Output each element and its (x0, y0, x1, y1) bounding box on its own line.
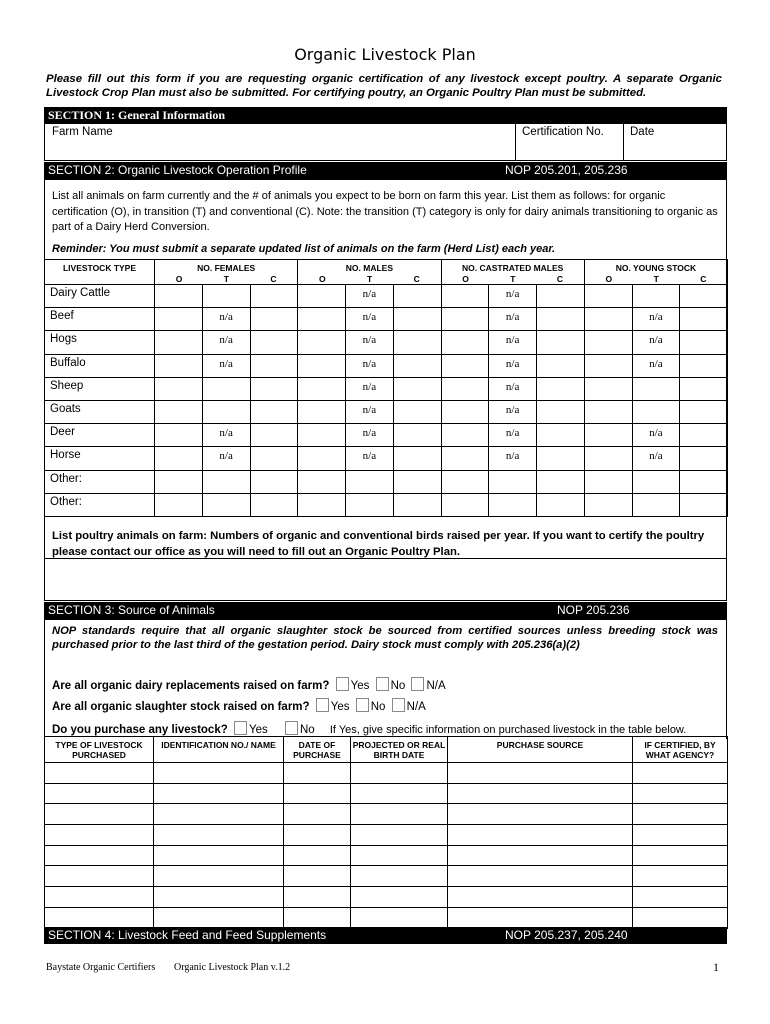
purchase-input-cell[interactable] (284, 825, 351, 846)
purchase-input-cell[interactable] (45, 825, 154, 846)
livestock-count-cell[interactable] (202, 493, 250, 516)
purchase-row (45, 907, 728, 928)
livestock-count-cell[interactable] (250, 308, 298, 331)
livestock-count-cell[interactable] (441, 493, 489, 516)
livestock-count-cell[interactable] (537, 377, 585, 400)
livestock-row-label: Beef (45, 308, 155, 331)
livestock-count-cell[interactable] (250, 400, 298, 423)
livestock-count-cell[interactable] (441, 424, 489, 447)
purchase-input-cell[interactable] (284, 763, 351, 784)
purchase-input-cell[interactable] (284, 845, 351, 866)
livestock-count-cell: n/a (489, 308, 537, 331)
livestock-row-label: Deer (45, 424, 155, 447)
purchase-header-row (45, 737, 728, 763)
livestock-count-cell[interactable] (155, 308, 203, 331)
livestock-count-cell[interactable] (584, 424, 632, 447)
livestock-count-cell[interactable] (680, 308, 728, 331)
purchase-input-cell[interactable] (448, 783, 633, 804)
group-header (298, 260, 441, 285)
livestock-count-cell[interactable] (202, 285, 250, 308)
purchase-input-cell[interactable] (45, 804, 154, 825)
purchase-table (44, 736, 728, 929)
section1-title: SECTION 1: General Information (48, 108, 225, 122)
footer-doc: Organic Livestock Plan v.1.2 (174, 962, 291, 973)
livestock-count-cell[interactable] (584, 377, 632, 400)
purchase-input-cell[interactable] (448, 866, 633, 887)
livestock-count-cell[interactable] (393, 331, 441, 354)
livestock-row (45, 308, 728, 331)
group-header (584, 260, 727, 285)
group-header-label: NO. YOUNG STOCK (615, 263, 697, 273)
livestock-count-cell: n/a (346, 447, 394, 470)
livestock-count-cell[interactable] (298, 400, 346, 423)
livestock-count-cell[interactable] (537, 285, 585, 308)
livestock-count-cell[interactable] (584, 493, 632, 516)
sub-header-label: O (175, 274, 183, 284)
footer-org: Baystate Organic Certifiers (46, 962, 156, 973)
section3-header (44, 602, 727, 619)
page-title: Organic Livestock Plan (294, 45, 476, 64)
purchase-column-header: PURCHASE SOURCE (448, 737, 633, 763)
livestock-count-cell[interactable] (298, 331, 346, 354)
livestock-count-cell[interactable] (584, 285, 632, 308)
purchase-row (45, 783, 728, 804)
livestock-count-cell[interactable] (584, 470, 632, 493)
livestock-count-cell[interactable] (250, 285, 298, 308)
section2-title: SECTION 2: Organic Livestock Operation Profile (48, 163, 307, 177)
purchase-input-cell[interactable] (633, 825, 728, 846)
livestock-count-cell[interactable] (155, 331, 203, 354)
livestock-count-cell[interactable] (298, 493, 346, 516)
purchase-input-cell[interactable] (633, 783, 728, 804)
livestock-count-cell[interactable] (441, 447, 489, 470)
livestock-count-cell: n/a (202, 424, 250, 447)
purchase-input-cell[interactable] (351, 783, 448, 804)
livestock-count-cell[interactable] (393, 447, 441, 470)
livestock-count-cell[interactable] (298, 377, 346, 400)
livestock-count-cell[interactable] (489, 470, 537, 493)
livestock-count-cell[interactable] (155, 424, 203, 447)
livestock-count-cell: n/a (346, 377, 394, 400)
purchase-column-header: DATE OF PURCHASE (284, 737, 351, 763)
purchase-input-cell[interactable] (154, 907, 284, 928)
livestock-count-cell: n/a (346, 331, 394, 354)
purchase-input-cell[interactable] (284, 907, 351, 928)
livestock-row (45, 331, 728, 354)
livestock-row (45, 493, 728, 516)
livestock-row-label: Dairy Cattle (45, 285, 155, 308)
purchase-input-cell[interactable] (633, 866, 728, 887)
livestock-count-cell[interactable] (298, 285, 346, 308)
purchase-no-checkbox[interactable] (285, 721, 298, 735)
livestock-row (45, 400, 728, 423)
purchase-input-cell[interactable] (154, 845, 284, 866)
livestock-count-cell[interactable] (632, 470, 680, 493)
footer-page-number: 1 (713, 960, 719, 974)
livestock-count-cell[interactable] (584, 331, 632, 354)
purchase-note: If Yes, give specific information on purchased livestock in the table below. (329, 724, 687, 736)
livestock-count-cell: n/a (489, 331, 537, 354)
section3-ref: NOP 205.236 (557, 603, 630, 617)
sub-header-label: C (556, 274, 564, 284)
purchase-input-cell[interactable] (154, 825, 284, 846)
group-header (155, 260, 298, 285)
section2-instructions: List all animals on farm currently and the # of animals you expect to be born on farm this year. List them as follows: for organic certification (O), in transition (T) and conventional (C). Note: the transition (T) category is only for dairy animals transitioning to organic as part of a Dairy Herd Conversion. (52, 190, 718, 233)
livestock-count-cell[interactable] (155, 470, 203, 493)
livestock-count-cell: n/a (632, 424, 680, 447)
sub-header-label: C (270, 274, 277, 284)
group-header-label: NO. FEMALES (197, 263, 256, 273)
slaughter-na-checkbox[interactable] (392, 698, 405, 712)
livestock-count-cell[interactable] (155, 285, 203, 308)
section3-title: SECTION 3: Source of Animals (48, 603, 215, 617)
purchase-input-cell[interactable] (45, 763, 154, 784)
q-dairy-replacements: Are all organic dairy replacements raised on farm? Yes No N/A (52, 677, 446, 692)
livestock-row (45, 447, 728, 470)
purchase-input-cell[interactable] (45, 907, 154, 928)
poultry-input-box[interactable] (44, 558, 727, 601)
farm-name-field[interactable]: Farm Name (52, 126, 113, 138)
purchase-input-cell[interactable] (633, 887, 728, 908)
purchase-input-cell[interactable] (351, 804, 448, 825)
livestock-count-cell[interactable] (298, 470, 346, 493)
purchase-input-cell[interactable] (154, 887, 284, 908)
purchase-input-cell[interactable] (45, 845, 154, 866)
group-header-label: NO. CASTRATED MALES (461, 263, 564, 273)
purchase-input-cell[interactable] (633, 804, 728, 825)
livestock-count-cell: n/a (632, 331, 680, 354)
section2-header (44, 162, 727, 179)
livestock-count-cell[interactable] (680, 470, 728, 493)
livestock-count-cell: n/a (202, 308, 250, 331)
q-purchase-livestock: Do you purchase any livestock? Yes No If Yes, give specific information on purchased livestock in the table below. (52, 721, 724, 736)
sub-header-label: O (462, 274, 469, 284)
section2-ref: NOP 205.201, 205.236 (505, 163, 628, 177)
purchase-input-cell[interactable] (633, 907, 728, 928)
livestock-count-cell: n/a (632, 354, 680, 377)
sub-header-label: T (510, 274, 516, 284)
livestock-header-row (45, 260, 728, 285)
purchase-row (45, 763, 728, 784)
purchase-input-cell[interactable] (154, 866, 284, 887)
livestock-count-cell[interactable] (680, 285, 728, 308)
livestock-count-cell[interactable] (155, 400, 203, 423)
livestock-count-cell[interactable] (537, 354, 585, 377)
livestock-count-cell[interactable] (393, 377, 441, 400)
purchase-input-cell[interactable] (351, 866, 448, 887)
livestock-count-cell[interactable] (537, 308, 585, 331)
purchase-input-cell[interactable] (45, 783, 154, 804)
livestock-count-cell[interactable] (584, 354, 632, 377)
sub-header-label: T (653, 274, 659, 284)
purchase-column-header: IF CERTIFIED, BY WHAT AGENCY? (633, 737, 728, 763)
livestock-count-cell[interactable] (346, 493, 394, 516)
livestock-count-cell[interactable] (155, 447, 203, 470)
certification-no-field[interactable]: Certification No. (522, 126, 604, 138)
purchase-input-cell[interactable] (633, 763, 728, 784)
livestock-count-cell[interactable] (584, 308, 632, 331)
livestock-count-cell: n/a (202, 447, 250, 470)
livestock-count-cell[interactable] (155, 354, 203, 377)
group-header-label: NO. MALES (345, 263, 394, 273)
livestock-count-cell[interactable] (584, 400, 632, 423)
section2-reminder: Reminder: You must submit a separate updated list of animals on the farm (Herd List) each year. (52, 243, 556, 255)
sub-header-label: T (223, 274, 229, 284)
livestock-count-cell[interactable] (250, 354, 298, 377)
livestock-count-cell[interactable] (680, 447, 728, 470)
livestock-count-cell[interactable] (298, 424, 346, 447)
date-field[interactable]: Date (630, 126, 655, 138)
sub-header-label: T (367, 274, 373, 284)
livestock-count-cell[interactable] (202, 470, 250, 493)
livestock-count-cell: n/a (489, 285, 537, 308)
livestock-row (45, 377, 728, 400)
livestock-row (45, 285, 728, 308)
purchase-input-cell[interactable] (351, 907, 448, 928)
livestock-count-cell: n/a (489, 354, 537, 377)
livestock-count-cell[interactable] (393, 493, 441, 516)
sub-header-label: C (700, 274, 707, 284)
livestock-count-cell: n/a (632, 447, 680, 470)
livestock-count-cell[interactable] (155, 493, 203, 516)
purchase-input-cell[interactable] (448, 907, 633, 928)
purchase-input-cell[interactable] (448, 845, 633, 866)
purchase-input-cell[interactable] (154, 763, 284, 784)
livestock-count-cell: n/a (346, 354, 394, 377)
purchase-input-cell[interactable] (351, 845, 448, 866)
livestock-count-cell[interactable] (393, 400, 441, 423)
livestock-count-cell[interactable] (537, 400, 585, 423)
livestock-count-cell[interactable] (298, 354, 346, 377)
purchase-column-header: IDENTIFICATION NO./ NAME (154, 737, 284, 763)
livestock-row (45, 470, 728, 493)
livestock-count-cell[interactable] (680, 424, 728, 447)
livestock-count-cell[interactable] (250, 377, 298, 400)
livestock-count-cell[interactable] (250, 331, 298, 354)
livestock-row-label: Other: (45, 470, 155, 493)
livestock-type-header: LIVESTOCK TYPE (45, 260, 155, 285)
dairy-na-checkbox[interactable] (411, 677, 424, 691)
livestock-table (44, 259, 728, 517)
purchase-input-cell[interactable] (45, 887, 154, 908)
purchase-row (45, 845, 728, 866)
livestock-count-cell[interactable] (250, 470, 298, 493)
purchase-input-cell[interactable] (351, 763, 448, 784)
purchase-input-cell[interactable] (284, 783, 351, 804)
livestock-count-cell: n/a (346, 424, 394, 447)
livestock-count-cell: n/a (346, 400, 394, 423)
section1-header (44, 107, 727, 124)
section4-title: SECTION 4: Livestock Feed and Feed Supplements (48, 928, 327, 942)
livestock-count-cell[interactable] (250, 424, 298, 447)
purchase-input-cell[interactable] (448, 825, 633, 846)
purchase-row (45, 866, 728, 887)
livestock-count-cell[interactable] (441, 377, 489, 400)
purchase-input-cell[interactable] (448, 804, 633, 825)
livestock-count-cell[interactable] (441, 400, 489, 423)
livestock-count-cell[interactable] (632, 377, 680, 400)
intro-text: Please fill out this form if you are requesting organic certification of any livestock except poultry. A separate Organic Livestock Crop Plan must also be submitted. For certifying poutry, an Organic Poultry Plan must be submitted. (46, 73, 722, 99)
purchase-row (45, 804, 728, 825)
purchase-input-cell[interactable] (448, 887, 633, 908)
livestock-count-cell: n/a (346, 285, 394, 308)
livestock-row-label: Other: (45, 493, 155, 516)
livestock-row-label: Buffalo (45, 354, 155, 377)
livestock-row (45, 354, 728, 377)
livestock-count-cell[interactable] (680, 377, 728, 400)
livestock-count-cell: n/a (346, 308, 394, 331)
livestock-row-label: Hogs (45, 331, 155, 354)
livestock-count-cell: n/a (202, 354, 250, 377)
purchase-column-header: TYPE OF LIVESTOCK PURCHASED (45, 737, 154, 763)
purchase-input-cell[interactable] (284, 804, 351, 825)
purchase-row (45, 825, 728, 846)
purchase-input-cell[interactable] (154, 804, 284, 825)
livestock-count-cell[interactable] (680, 331, 728, 354)
livestock-count-cell[interactable] (441, 285, 489, 308)
group-header (441, 260, 584, 285)
slaughter-no-checkbox[interactable] (356, 698, 369, 712)
livestock-count-cell[interactable] (250, 447, 298, 470)
livestock-count-cell[interactable] (393, 470, 441, 493)
livestock-count-cell: n/a (202, 331, 250, 354)
livestock-count-cell[interactable] (346, 470, 394, 493)
livestock-count-cell[interactable] (393, 285, 441, 308)
slaughter-yes-checkbox[interactable] (316, 698, 329, 712)
section3-standards: NOP standards require that all organic slaughter stock be sourced from certified sources unless breeding stock was purchased prior to the last third of the gestation period. Dairy stock must comply with 205.236(a)(2) (52, 625, 718, 651)
livestock-count-cell[interactable] (298, 447, 346, 470)
sub-header-label: C (413, 274, 420, 284)
livestock-count-cell: n/a (489, 377, 537, 400)
sub-header-label: O (605, 274, 613, 284)
purchase-input-cell[interactable] (633, 845, 728, 866)
livestock-count-cell[interactable] (632, 285, 680, 308)
livestock-count-cell: n/a (632, 308, 680, 331)
purchase-input-cell[interactable] (448, 763, 633, 784)
livestock-count-cell[interactable] (584, 447, 632, 470)
livestock-count-cell[interactable] (441, 470, 489, 493)
livestock-count-cell[interactable] (298, 308, 346, 331)
purchase-input-cell[interactable] (284, 866, 351, 887)
purchase-input-cell[interactable] (284, 887, 351, 908)
purchase-row (45, 887, 728, 908)
livestock-count-cell[interactable] (537, 493, 585, 516)
section1-box (44, 123, 727, 161)
livestock-count-cell[interactable] (680, 493, 728, 516)
purchase-input-cell[interactable] (351, 825, 448, 846)
livestock-count-cell[interactable] (393, 424, 441, 447)
livestock-count-cell[interactable] (632, 493, 680, 516)
section4-ref: NOP 205.237, 205.240 (505, 928, 628, 942)
livestock-count-cell[interactable] (680, 400, 728, 423)
livestock-count-cell[interactable] (441, 308, 489, 331)
livestock-count-cell[interactable] (155, 377, 203, 400)
livestock-count-cell[interactable] (537, 331, 585, 354)
purchase-input-cell[interactable] (351, 887, 448, 908)
livestock-count-cell[interactable] (393, 308, 441, 331)
purchase-yes-checkbox[interactable] (234, 721, 247, 735)
livestock-count-cell[interactable] (680, 354, 728, 377)
livestock-count-cell[interactable] (202, 400, 250, 423)
livestock-count-cell[interactable] (489, 493, 537, 516)
livestock-count-cell[interactable] (250, 493, 298, 516)
purchase-input-cell[interactable] (154, 783, 284, 804)
livestock-count-cell[interactable] (537, 424, 585, 447)
livestock-row-label: Horse (45, 447, 155, 470)
dairy-yes-checkbox[interactable] (336, 677, 349, 691)
livestock-count-cell[interactable] (202, 377, 250, 400)
sub-header-label: O (318, 274, 326, 284)
purchase-column-header: PROJECTED OR REAL BIRTH DATE (351, 737, 448, 763)
q-slaughter-stock: Are all organic slaughter stock raised on farm? Yes No N/A (52, 698, 426, 713)
poultry-note: List poultry animals on farm: Numbers of organic and conventional birds raised per year. If you want to certify the poultry please contact our office as you will need to fill out an Organic Poultry Plan. (52, 530, 705, 558)
livestock-count-cell[interactable] (441, 331, 489, 354)
livestock-count-cell: n/a (489, 424, 537, 447)
livestock-count-cell[interactable] (632, 400, 680, 423)
purchase-input-cell[interactable] (45, 866, 154, 887)
livestock-row-label: Goats (45, 400, 155, 423)
section4-header (44, 927, 727, 944)
livestock-row-label: Sheep (45, 377, 155, 400)
livestock-count-cell: n/a (489, 447, 537, 470)
livestock-count-cell[interactable] (393, 354, 441, 377)
livestock-count-cell[interactable] (537, 470, 585, 493)
livestock-count-cell[interactable] (537, 447, 585, 470)
livestock-count-cell: n/a (489, 400, 537, 423)
dairy-no-checkbox[interactable] (376, 677, 389, 691)
livestock-row (45, 424, 728, 447)
livestock-count-cell[interactable] (441, 354, 489, 377)
